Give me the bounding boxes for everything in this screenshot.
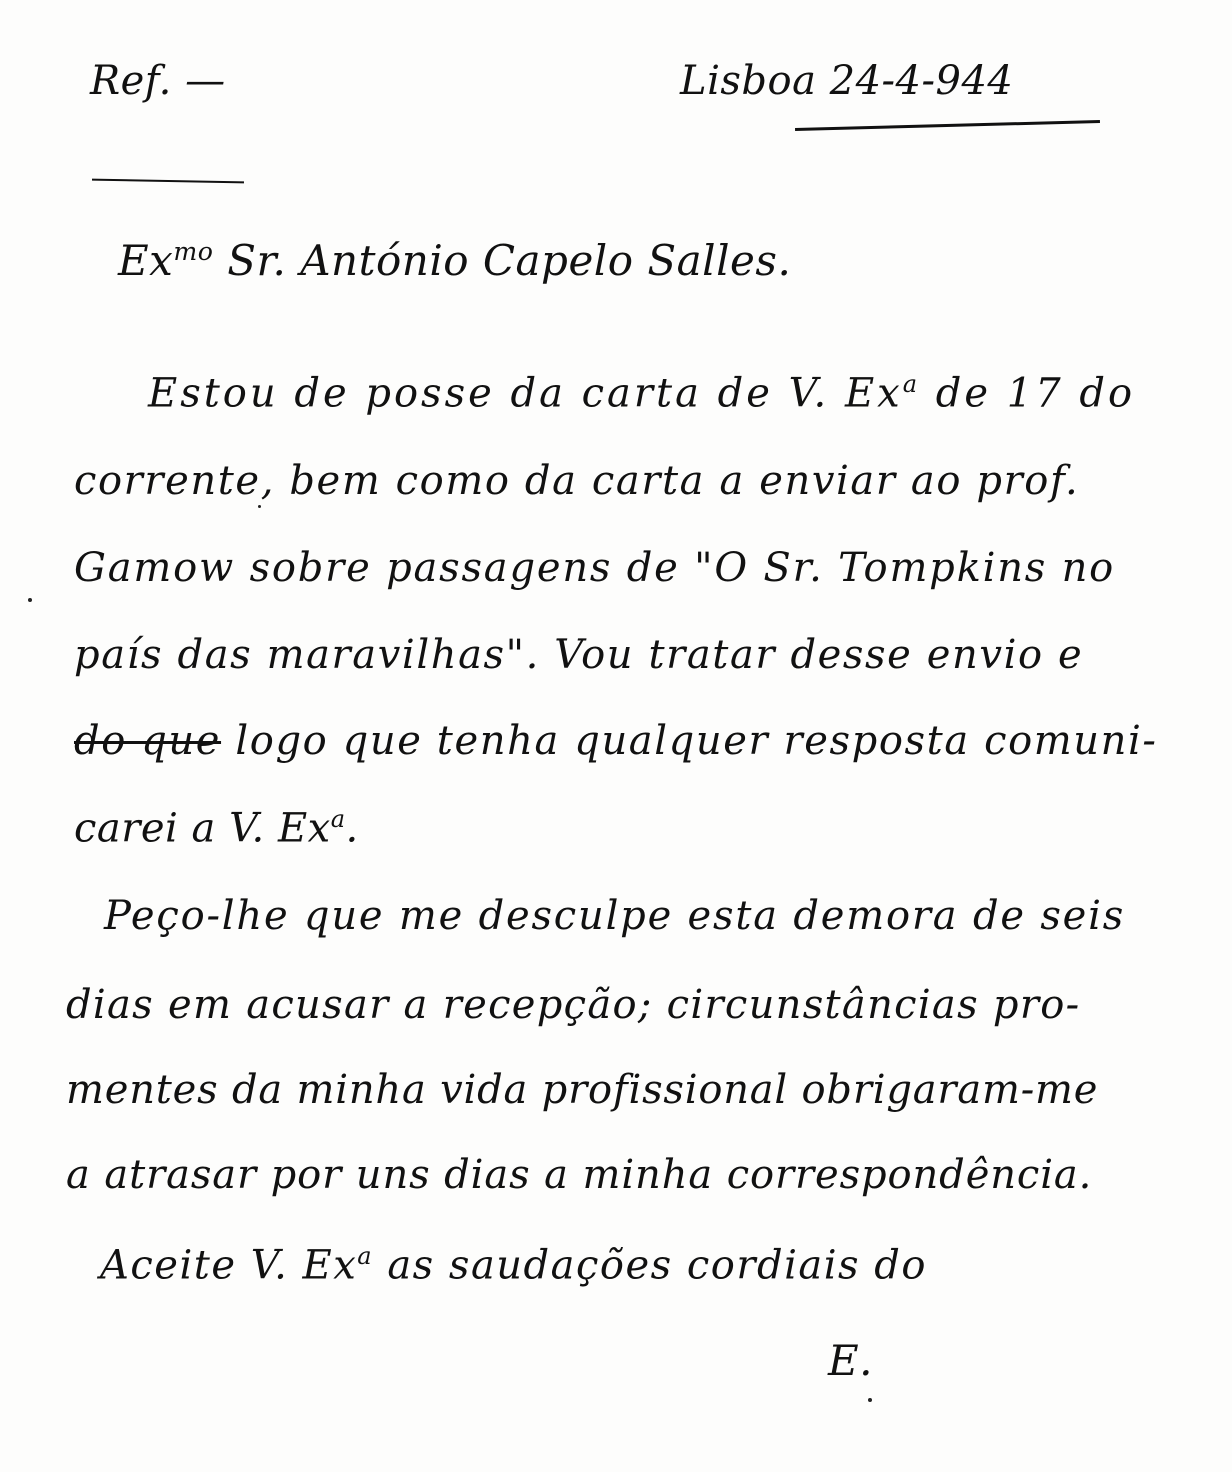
body-line-6-end: . <box>345 805 359 852</box>
body-line-1-end: de 17 do <box>935 370 1136 417</box>
scan-speck <box>28 598 32 602</box>
body-line-6 <box>74 805 359 851</box>
reference-label: Ref. — <box>90 58 226 104</box>
signature: E. <box>828 1336 874 1385</box>
salutation-prefix: Ex <box>118 236 174 285</box>
body-line-10: a atrasar por uns dias a minha correspondência. <box>66 1152 1093 1198</box>
body-line-11-sup: a <box>357 1242 374 1270</box>
struck-words: do que <box>74 718 222 764</box>
reference-underline <box>92 179 244 184</box>
body-line-5-text: logo que tenha qualquer resposta comuni- <box>235 718 1158 764</box>
body-line-7: Peço-lhe que me desculpe esta demora de seis <box>104 893 1126 939</box>
body-line-1 <box>148 370 1135 416</box>
body-line-11-end: as saudações cordiais do <box>387 1242 927 1289</box>
salutation-name: Sr. António Capelo Salles. <box>227 236 792 285</box>
body-line-1-sup: a <box>902 370 921 398</box>
body-line-6-sup: a <box>330 805 346 833</box>
body-line-1-text: Estou de posse da carta de V. Ex <box>148 370 903 417</box>
body-line-11-text: Aceite V. Ex <box>100 1242 358 1289</box>
body-line-9: mentes da minha vida profissional obrigaram-me <box>66 1067 1099 1113</box>
body-line-3: Gamow sobre passagens de "O Sr. Tompkins no <box>74 545 1116 591</box>
scan-speck <box>868 1398 872 1402</box>
body-line-5 <box>74 718 1158 764</box>
body-line-6-text: carei a V. Ex <box>74 805 331 852</box>
place-date: Lisboa 24-4-944 <box>680 58 1014 104</box>
body-line-11 <box>100 1242 927 1288</box>
salutation <box>118 236 791 285</box>
salutation-superscript: mo <box>173 237 214 266</box>
body-line-8: dias em acusar a recepção; circunstâncias pro- <box>66 982 1081 1028</box>
body-line-4: país das maravilhas". Vou tratar desse envio e <box>74 632 1084 678</box>
place-date-underline <box>795 120 1100 131</box>
scan-speck <box>258 505 261 508</box>
body-line-2: corrente, bem como da carta a enviar ao prof. <box>74 458 1080 504</box>
